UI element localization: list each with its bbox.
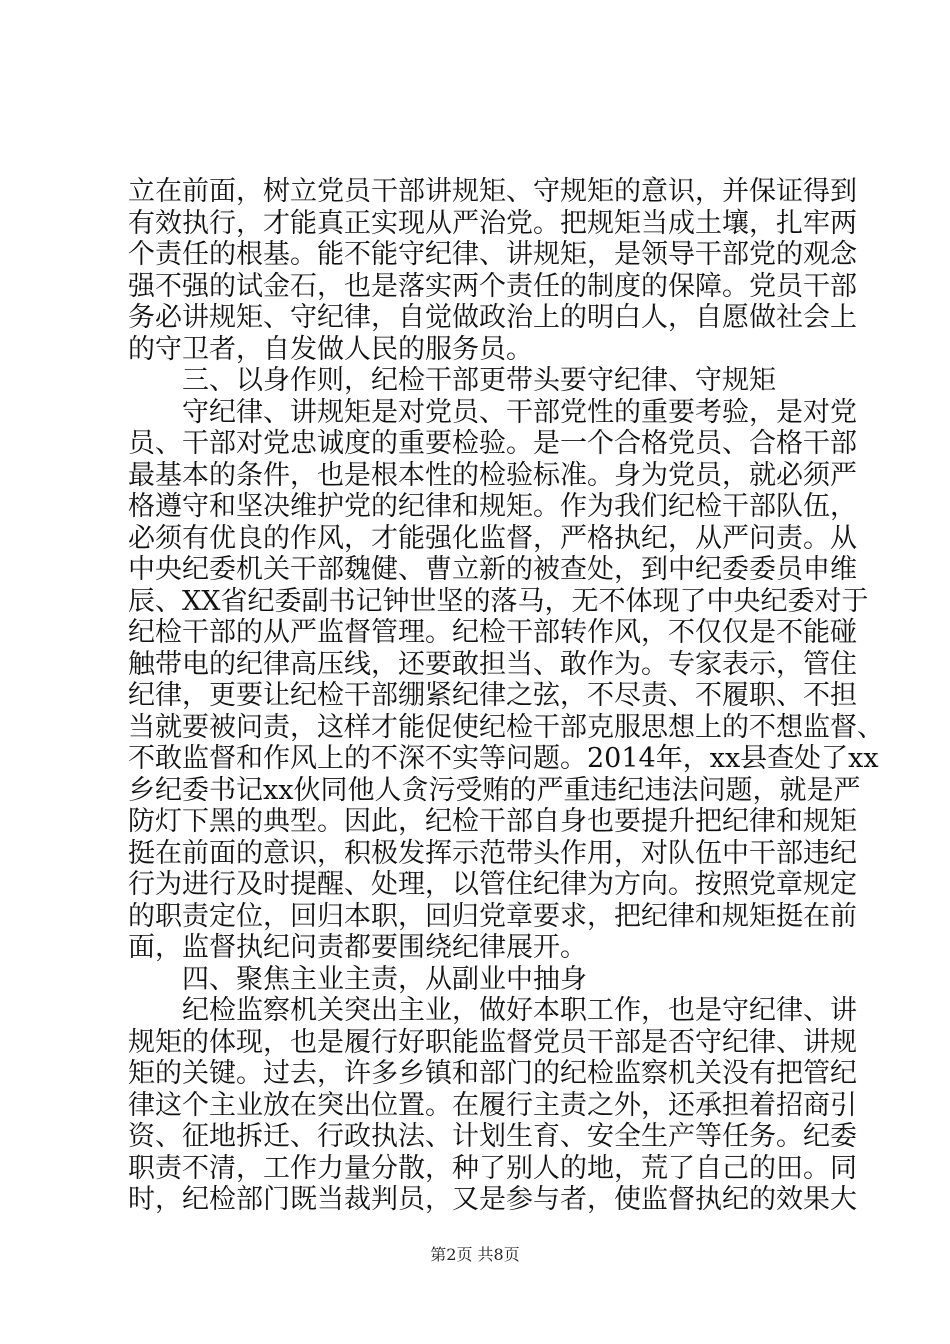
document-body xyxy=(128,176,884,1216)
text-line: 规矩的体现，也是履行好职能监督党员干部是否守纪律、讲规 xyxy=(128,1026,857,1058)
text-line: 时，纪检部门既当裁判员，又是参与者，使监督执纪的效果大 xyxy=(128,1184,857,1215)
text-line: 格遵守和坚决维护党的纪律和规矩。作为我们纪检干部队伍， xyxy=(128,491,857,522)
text-line: 最基本的条件，也是根本性的检验标准。身为党员，就必须严 xyxy=(128,459,857,491)
text-line: 员、干部对党忠诚度的重要检验。是一个合格党员、合格干部 xyxy=(128,428,857,459)
paragraph-1 xyxy=(128,176,857,365)
text-line: 必须有优良的作风，才能强化监督，严格执纪，从严问责。从 xyxy=(128,522,857,554)
text-line: 个责任的根基。能不能守纪律、讲规矩，是领导干部党的观念 xyxy=(128,239,857,270)
text-line: 务必讲规矩、守纪律，自觉做政治上的明白人，自愿做社会上 xyxy=(128,302,857,333)
text-line: 当就要被问责，这样才能促使纪检干部克服思想上的不想监督、 xyxy=(128,711,884,743)
text-line: 矩的关键。过去，许多乡镇和部门的纪检监察机关没有把管纪 xyxy=(128,1058,857,1089)
text-line: 立在前面，树立党员干部讲规矩、守规矩的意识，并保证得到 xyxy=(128,176,857,207)
text-line: 纪律，更要让纪检干部绷紧纪律之弦，不尽责、不履职、不担 xyxy=(128,680,857,711)
text-line: 守纪律、讲规矩是对党员、干部党性的重要考验，是对党 xyxy=(182,396,857,428)
text-line: 的守卫者，自发做人民的服务员。 xyxy=(128,333,533,365)
text-line: 触带电的纪律高压线，还要敢担当、敢作为。专家表示，管住 xyxy=(128,648,857,680)
text-line: 乡纪委书记xx伙同他人贪污受贿的严重违纪违法问题，就是严 xyxy=(128,774,861,806)
text-line: 不敢监督和作风上的不深不实等问题。2014年，xx县查处了xx xyxy=(128,743,879,774)
text-line: 律这个主业放在突出位置。在履行主责之外，还承担着招商引 xyxy=(128,1089,857,1121)
text-line: 辰、XX省纪委副书记钟世坚的落马，无不体现了中央纪委对于 xyxy=(128,585,869,617)
text-line: 行为进行及时提醒、处理，以管住纪律为方向。按照党章规定 xyxy=(128,869,857,900)
text-line: 职责不清，工作力量分散，种了别人的地，荒了自己的田。同 xyxy=(128,1152,857,1184)
section-heading-4: 四、聚焦主业主责，从副业中抽身 xyxy=(182,963,587,995)
text-line: 面，监督执纪问责都要围绕纪律展开。 xyxy=(128,932,587,963)
text-line: 有效执行，才能真正实现从严治党。把规矩当成土壤，扎牢两 xyxy=(128,207,857,239)
text-line: 纪检干部的从严监督管理。纪检干部转作风，不仅仅是不能碰 xyxy=(128,617,857,648)
text-line: 挺在前面的意识，积极发挥示范带头作用，对队伍中干部违纪 xyxy=(128,837,857,869)
section-heading-3: 三、以身作则，纪检干部更带头要守纪律、守规矩 xyxy=(182,365,776,396)
page-footer: 第2页 共8页 xyxy=(430,1245,520,1264)
text-line: 的职责定位，回归本职，回归党章要求，把纪律和规矩挺在前 xyxy=(128,900,857,932)
paragraph-3 xyxy=(128,995,857,1216)
text-line: 中央纪委机关干部魏健、曹立新的被查处，到中纪委委员申维 xyxy=(128,554,857,585)
text-line: 防灯下黑的典型。因此，纪检干部自身也要提升把纪律和规矩 xyxy=(128,806,857,837)
text-line: 强不强的试金石，也是落实两个责任的制度的保障。党员干部 xyxy=(128,270,857,302)
text-line: 纪检监察机关突出主业，做好本职工作，也是守纪律、讲 xyxy=(182,995,857,1026)
text-line: 资、征地拆迁、行政执法、计划生育、安全生产等任务。纪委 xyxy=(128,1121,857,1152)
paragraph-2 xyxy=(128,396,884,964)
